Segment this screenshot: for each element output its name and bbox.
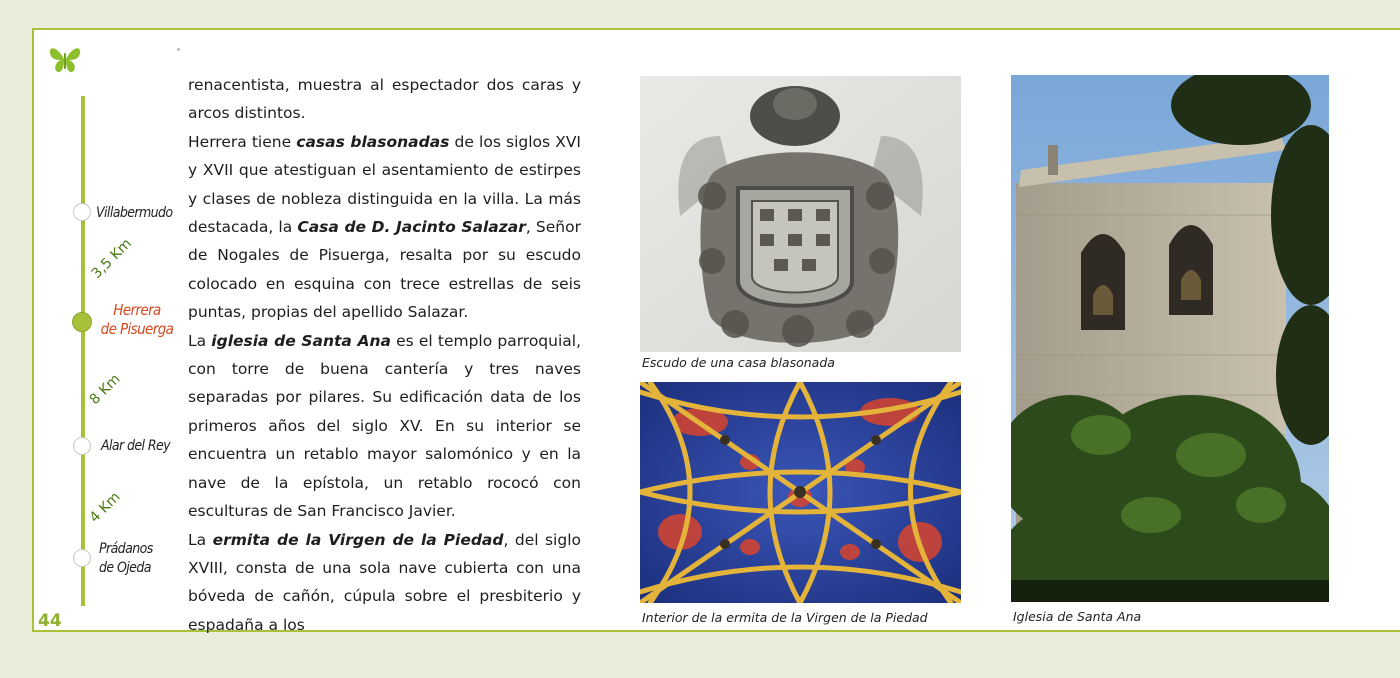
stop-label-line1: Prádanos: [99, 541, 153, 557]
print-mark: [177, 48, 180, 51]
paragraph: [188, 327, 581, 526]
stop-label-villabermudo: Villabermudo: [96, 205, 173, 221]
text-run: , Señor de Nogales de Pisuerga, resalta por su escudo colocado en esquina con trece estrellas de seis puntas, propias del apellido Salazar.: [188, 218, 581, 322]
photo-coat-of-arms: [640, 76, 961, 352]
paragraph: [188, 526, 581, 640]
photo-caption: Iglesia de Santa Ana: [1013, 609, 1142, 624]
text-run: es el templo parroquial, con torre de buena cantería y tres naves separadas por pilares. Su edificación data de los primeros años del siglo XV. En su interior se encuentra un retablo mayor salomónico y en la nave de la epístola, un retablo rococó con esculturas de San Francisco Javier.: [188, 331, 582, 521]
photo-church-tower: [1011, 75, 1329, 602]
route-stop-alar: [73, 437, 91, 455]
stop-label-line2: de Pisuerga: [100, 320, 174, 338]
page-number: 44: [38, 611, 62, 631]
text-run: de los siglos XVI y XVII que atestiguan el asentamiento de estirpes y clases de nobleza distinguida en la villa. La más destacada, la: [188, 132, 581, 237]
emphasis-text: ermita de la Virgen de la Piedad: [212, 530, 504, 549]
text-run: La: [188, 530, 213, 549]
butterfly-icon: [48, 45, 82, 75]
photo-chapel-vault: [640, 382, 961, 603]
paragraph: [188, 128, 581, 327]
emphasis-text: iglesia de Santa Ana: [211, 331, 391, 350]
distance-label: 8 Km: [86, 371, 124, 408]
distance-label: 4 Km: [86, 489, 124, 526]
route-stop-pradanos: [73, 549, 91, 567]
text-run: Herrera tiene: [188, 132, 297, 151]
text-run: , del siglo XVIII, consta de una sola nave cubierta con una bóveda de cañón, cúpula sobre el presbiterio y espadaña a los: [188, 530, 581, 634]
stop-label-alar: Alar del Rey: [101, 438, 171, 454]
body-text: [188, 71, 581, 639]
route-stop-villabermudo: [73, 203, 91, 221]
text-run: La: [188, 331, 212, 350]
emphasis-text: casas blasonadas: [296, 132, 450, 151]
paragraph: renacentista, muestra al espectador dos caras y arcos distintos.: [188, 76, 581, 123]
stop-label-herrera: [96, 301, 178, 339]
stop-label-pradanos: [99, 540, 153, 578]
stop-label-line1: Herrera: [113, 301, 161, 319]
route-stop-herrera-current: [72, 312, 92, 332]
emphasis-text: Casa de D. Jacinto Salazar: [297, 218, 526, 237]
route-line: [81, 96, 85, 606]
photo-caption: Escudo de una casa blasonada: [642, 355, 835, 370]
stop-label-line2: de Ojeda: [99, 560, 151, 576]
photo-caption: Interior de la ermita de la Virgen de la Piedad: [642, 610, 928, 625]
distance-label: 3,5 Km: [88, 235, 136, 282]
